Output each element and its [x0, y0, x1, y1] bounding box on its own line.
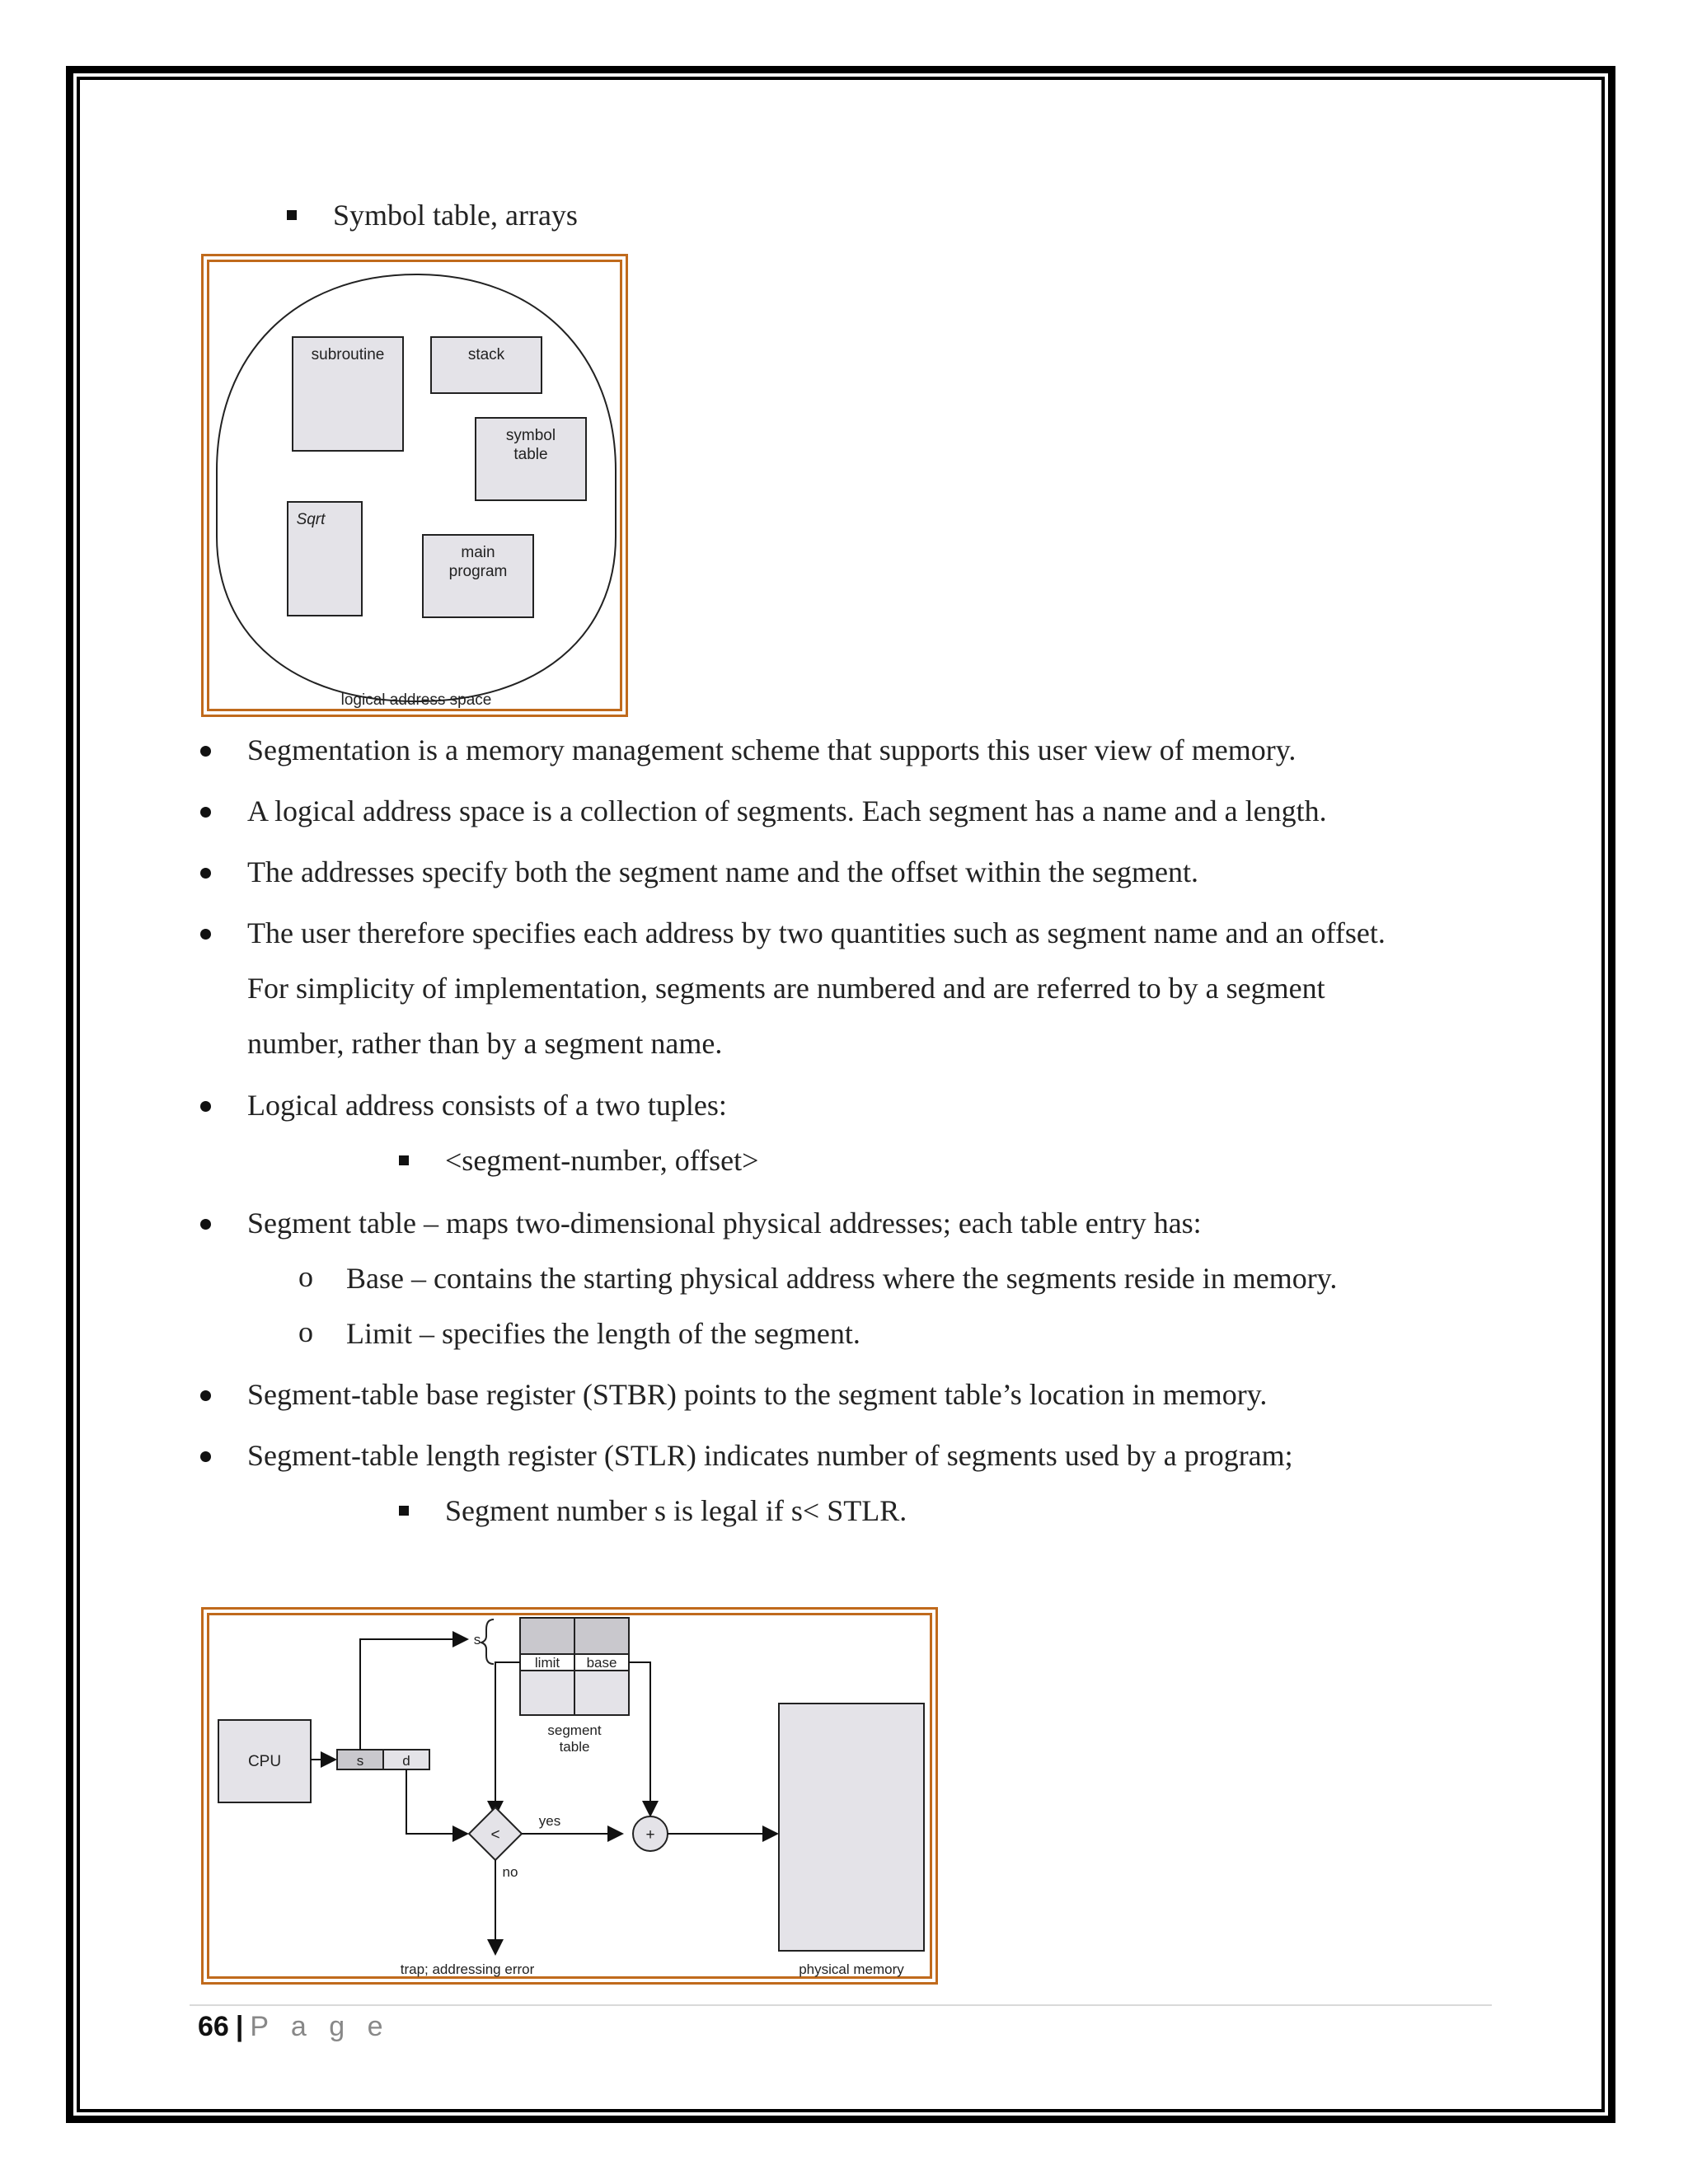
stack-label: stack — [467, 346, 505, 363]
segmentation-hardware-diagram — [204, 1610, 940, 1987]
physical-memory-box — [779, 1704, 924, 1951]
footer-separator: | — [235, 2011, 244, 2042]
s-field-label: s — [356, 1753, 364, 1769]
physical-memory-label: physical memory — [799, 1961, 904, 1977]
sub-bullet-text: Base – contains the starting physical address where the segments reside in memory. — [346, 1262, 1338, 1295]
square-bullet-icon — [287, 210, 297, 220]
trap-label: trap; addressing error — [400, 1961, 535, 1977]
square-bullet-icon — [399, 1506, 409, 1516]
top-bullet-text: Symbol table, arrays — [333, 199, 578, 232]
limit-label: limit — [534, 1655, 560, 1671]
logical-address-space-diagram — [204, 256, 631, 719]
d-to-compare-arrow — [406, 1769, 467, 1834]
brace-icon — [481, 1619, 494, 1664]
circle-bullet-icon: o — [298, 1315, 313, 1348]
segment-table-label-line1: segment — [547, 1722, 602, 1738]
subroutine-label: subroutine — [311, 346, 385, 363]
bullet-text: Segment-table base register (STBR) points to the segment table’s location in memory. — [247, 1378, 1268, 1411]
segment-table-label-line2: table — [559, 1739, 590, 1755]
segment-table-cell — [574, 1618, 629, 1654]
limit-to-compare-arrow — [495, 1662, 520, 1816]
sub-bullet-text: Limit – specifies the length of the segment. — [346, 1317, 860, 1350]
main-program-label-line1: main — [461, 544, 495, 561]
bullet-text: Logical address consists of a two tuples: — [247, 1089, 727, 1122]
logical-address-space-figure — [201, 254, 628, 717]
page-word: P a g e — [250, 2011, 391, 2042]
bullet-icon — [200, 807, 211, 818]
bullet-text-continuation: For simplicity of implementation, segments are numbered and are referred to by a segment — [247, 972, 1325, 1005]
bullet-icon — [200, 1101, 211, 1112]
base-label: base — [586, 1655, 617, 1671]
bullet-text: The addresses specify both the segment name and the offset within the segment. — [247, 855, 1199, 888]
cpu-label: CPU — [247, 1753, 282, 1770]
sqrt-label: Sqrt — [296, 511, 326, 528]
footer-divider — [190, 2004, 1492, 2006]
s-index-label: s — [473, 1632, 481, 1647]
bullet-text: Segment-table length register (STLR) indicates number of segments used by a program; — [247, 1439, 1293, 1472]
segmentation-hardware-figure — [201, 1607, 938, 1985]
symbol-table-label-line2: table — [513, 446, 548, 463]
yes-label: yes — [538, 1813, 561, 1829]
main-program-label-line2: program — [448, 563, 508, 580]
bullet-text: Segmentation is a memory management scheme that supports this user view of memory. — [247, 733, 1296, 766]
bullet-icon — [200, 1219, 211, 1230]
bullet-icon — [200, 1390, 211, 1401]
bullet-icon — [200, 929, 211, 940]
bullet-text: The user therefore specifies each address by two quantities such as segment name and an offset. — [247, 916, 1386, 949]
segment-table-cell — [520, 1618, 574, 1654]
plus-label: + — [645, 1826, 655, 1844]
symbol-table-label-line1: symbol — [505, 427, 556, 444]
segment-table-cell — [574, 1671, 629, 1715]
less-than-label: < — [490, 1826, 500, 1844]
no-label: no — [502, 1864, 518, 1880]
s-to-table-arrow — [360, 1639, 467, 1750]
base-to-adder-arrow — [629, 1662, 650, 1816]
bullet-icon — [200, 868, 211, 879]
logical-address-space-caption: logical address space — [340, 691, 492, 709]
bullet-icon — [200, 746, 211, 757]
sub-bullet-text: Segment number s is legal if s< STLR. — [445, 1494, 907, 1527]
segment-table-cell — [520, 1671, 574, 1715]
bullet-text: Segment table – maps two-dimensional physical addresses; each table entry has: — [247, 1207, 1202, 1240]
bullet-icon — [200, 1451, 211, 1462]
circle-bullet-icon: o — [298, 1260, 313, 1293]
bullet-text-continuation: number, rather than by a segment name. — [247, 1027, 723, 1060]
d-field-label: d — [402, 1753, 410, 1769]
square-bullet-icon — [399, 1155, 409, 1165]
sub-bullet-text: <segment-number, offset> — [445, 1144, 759, 1177]
page-number: 66 — [198, 2011, 229, 2042]
page-footer — [198, 2011, 390, 2043]
bullet-text: A logical address space is a collection of segments. Each segment has a name and a length. — [247, 794, 1327, 827]
